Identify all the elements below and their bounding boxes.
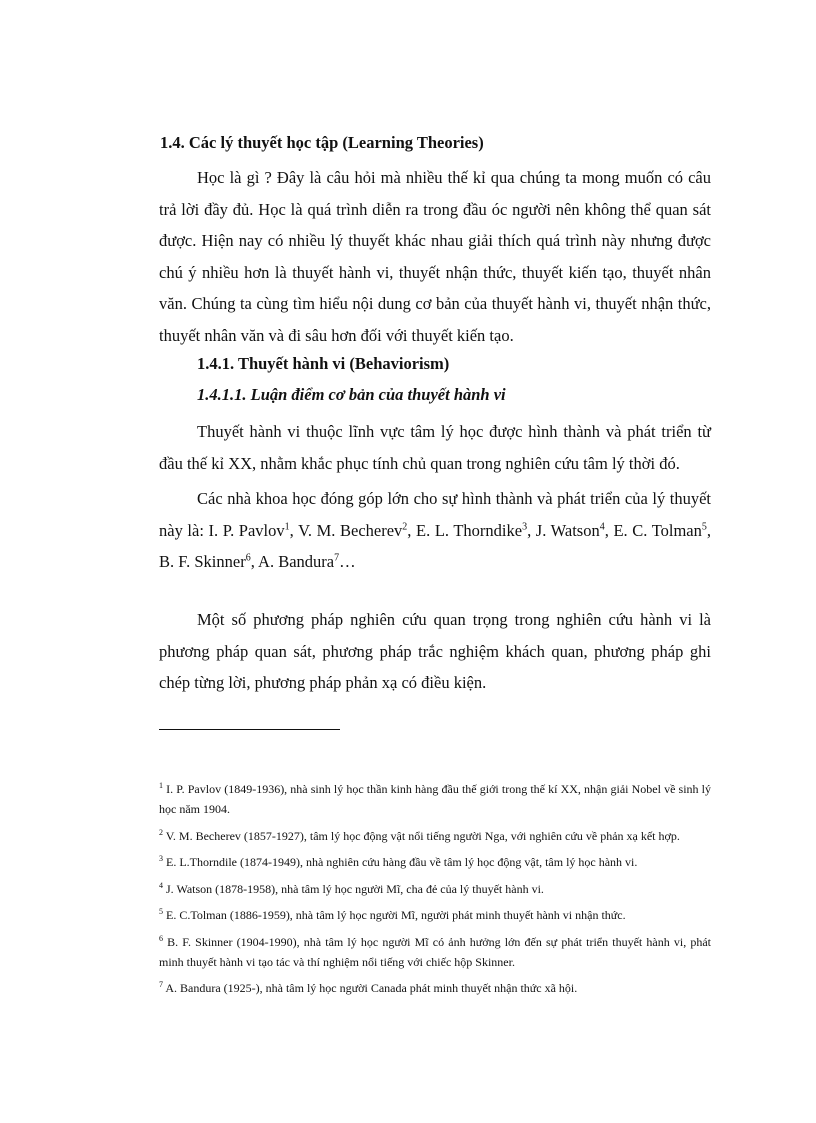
contributor-name: A. Bandura (258, 552, 335, 571)
footnote-ref[interactable]: 6 (245, 552, 251, 564)
footnotes-section (159, 779, 711, 1005)
contributor-item (209, 521, 299, 540)
intro-paragraph-text: Học là gì ? Đây là câu hỏi mà nhiều thế kỉ qua chúng ta mong muốn có câu trả lời đầy đủ. Học là quá trình diễn ra trong đầu óc người nên không thể quan sát được. Hiện nay có nhiều lý thuyết khác nhau giải thích quá trình này nhưng được chú ý nhiều hơn là thuyết hành vi, thuyết nhận thức, thuyết kiến tạo, thuyết nhân văn. Chúng ta cùng tìm hiểu nội dung cơ bản của thuyết hành vi, thuyết nhận thức, thuyết nhân văn và đi sâu hơn đối với thuyết kiến tạo. (159, 168, 711, 345)
footnote (159, 978, 711, 998)
footnote-text: V. M. Becherev (1857-1927), tâm lý học động vật nổi tiếng người Nga, với nghiên cứu về phản xạ kết hợp. (165, 828, 680, 843)
footnote-ref[interactable]: 7 (334, 552, 340, 564)
footnote-number: 6 (159, 933, 163, 943)
footnote-text: J. Watson (1878-1958), nhà tâm lý học người Mĩ, cha đẻ của lý thuyết hành vi. (166, 881, 544, 896)
contributor-name: I. P. Pavlov (208, 520, 285, 540)
contributor-name: E. L. Thorndike (416, 520, 523, 540)
footnote (159, 932, 711, 972)
footnote-number: 4 (159, 880, 163, 890)
contributor-item (159, 552, 258, 571)
footnote-text: E. L.Thorndile (1874-1949), nhà nghiên cứu hàng đầu về tâm lý học động vật, tâm lý học hành vi. (166, 855, 638, 869)
contributor-item (613, 521, 711, 540)
research-methods-paragraph (159, 604, 711, 699)
intro-paragraph (159, 162, 711, 351)
contributor-name: B. F. Skinner (159, 552, 246, 571)
footnote-ref[interactable]: 1 (284, 521, 290, 532)
separator: , (250, 552, 259, 571)
footnote-number: 5 (159, 907, 163, 916)
footnote-separator (159, 729, 340, 730)
footnote (159, 879, 711, 899)
contributor-item (298, 521, 416, 540)
footnote-text: E. C.Tolman (1886-1959), nhà tâm lý học người Mĩ, người phát minh thuyết hành vi nhận thức. (166, 908, 626, 922)
footnote (159, 826, 711, 846)
contributor-name: J. Watson (535, 520, 600, 540)
behaviorism-origin-paragraph (159, 416, 711, 479)
footnote (159, 852, 711, 872)
footnote (159, 779, 711, 819)
behaviorism-origin-text: Thuyết hành vi thuộc lĩnh vực tâm lý học được hình thành và phát triển từ đầu thế kỉ XX, nhằm khắc phục tính chủ quan trong nghiên cứu tâm lý thời đó. (159, 422, 711, 473)
contributor-item (258, 552, 356, 571)
contributor-item (536, 521, 614, 540)
footnote-text: B. F. Skinner (1904-1990), nhà tâm lý học người Mĩ có ảnh hưởng lớn đến sự phát triển thuyết hành vi, phát minh thuyết hành vi tạo tác và thí nghiệm nổi tiếng với chiếc hộp Skinner. (159, 934, 712, 969)
footnote-text: A. Bandura (1925-), nhà tâm lý học người Canada phát minh thuyết nhận thức xã hội. (165, 981, 578, 995)
separator: , (527, 520, 536, 540)
footnote-number: 3 (159, 854, 163, 863)
separator: , (407, 520, 417, 540)
research-methods-text: Một số phương pháp nghiên cứu quan trọng trong nghiên cứu hành vi là phương pháp quan sát, phương pháp trắc nghiệm khách quan, phương pháp ghi chép từng lời, phương pháp phản xạ có điều kiện. (159, 610, 711, 692)
footnote-number: 7 (159, 980, 163, 989)
footnote-number: 2 (159, 827, 163, 837)
footnote-ref[interactable]: 5 (701, 521, 707, 532)
contributors-paragraph (159, 483, 711, 578)
subsubsection-heading: 1.4.1.1. Luận điểm cơ bản của thuyết hành vi (197, 385, 506, 404)
contributor-item (416, 521, 536, 540)
subsection-heading: 1.4.1. Thuyết hành vi (Behaviorism) (197, 354, 450, 373)
footnote-ref[interactable]: 4 (599, 521, 605, 532)
footnote (159, 905, 711, 925)
separator: , (289, 520, 299, 540)
separator: … (339, 552, 356, 571)
contributor-name: V. M. Becherev (298, 520, 403, 540)
section-heading: 1.4. Các lý thuyết học tập (Learning Theories) (160, 133, 484, 152)
contributors-lead-text: Các nhà khoa học đóng góp lớn cho sự hình thành và phát triển của lý thuyết này là: (159, 489, 711, 540)
footnote-text: I. P. Pavlov (1849-1936), nhà sinh lý học thần kinh hàng đầu thế giới trong thế kí XX, nhận giải Nobel về sinh lý học năm 1904. (159, 782, 711, 816)
contributor-name: E. C. Tolman (613, 520, 702, 540)
footnote-ref[interactable]: 2 (402, 521, 408, 532)
footnote-ref[interactable]: 3 (522, 521, 528, 532)
separator: , (604, 520, 614, 540)
footnote-number: 1 (159, 781, 163, 790)
separator: , (706, 520, 711, 540)
